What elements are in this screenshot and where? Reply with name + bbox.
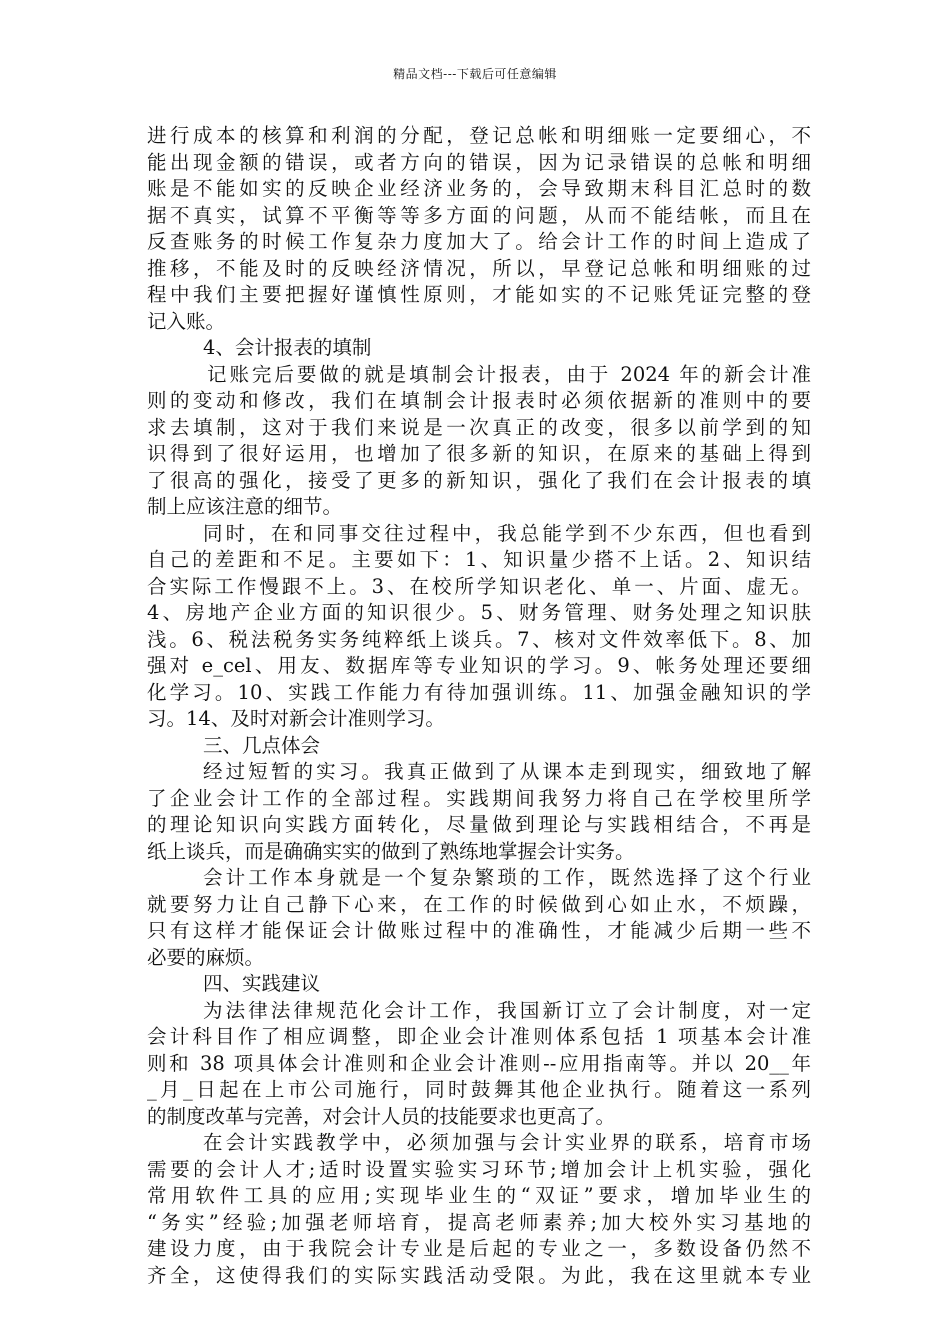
text-line: 齐全，这使得我们的实际实践活动受限。为此，我在这里就本专业	[147, 1263, 811, 1287]
paragraph-first-line: 记账完后要做的就是填制会计报表，由于 2024 年的新会计准	[207, 362, 811, 386]
text-line: 的制度改革与完善，对会计人员的技能要求也更高了。	[147, 1104, 616, 1128]
text-line: 习。14、及时对新会计准则学习。	[147, 707, 445, 730]
section-heading: 三、几点体会	[203, 733, 321, 757]
text-line: 建设力度，由于我院会计专业是后起的专业之一，多数设备仍然不	[147, 1237, 811, 1260]
section-heading: 四、实践建议	[203, 972, 321, 995]
text-line: 浅。6、税法税务实务纯粹纸上谈兵。7、核对文件效率低下。8、加	[147, 627, 811, 651]
text-line: 推移，不能及时的反映经济情况，所以，早登记总帐和明细账的过	[147, 256, 811, 280]
text-line: “务实”经验;加强老师培育，提高老师素养;加大校外实习基地的	[147, 1210, 811, 1234]
text-line: 识得到了很好运用，也增加了很多新的知识，在原来的基础上得到	[147, 442, 811, 465]
paragraph-first-line: 经过短暂的实习。我真正做到了从课本走到现实，细致地了解	[203, 760, 811, 783]
text-line: 自己的差距和不足。主要如下：1、知识量少搭不上话。2、知识结	[147, 548, 811, 571]
text-line: 强对 e_cel、用友、数据库等专业知识的学习。9、帐务处理还要细	[147, 654, 811, 677]
text-line: 化学习。10、实践工作能力有待加强训练。11、加强金融知识的学	[147, 680, 811, 704]
text-line: _月_日起在上市公司施行，同时鼓舞其他企业执行。随着这一系列	[147, 1078, 811, 1101]
text-line: 了企业会计工作的全部过程。实践期间我努力将自己在学校里所学	[147, 786, 811, 810]
text-line: 制上应该注意的细节。	[147, 495, 343, 518]
text-line: 进行成本的核算和利润的分配，登记总帐和明细账一定要细心，不	[147, 124, 811, 147]
paragraph-first-line: 在会计实践教学中，必须加强与会计实业界的联系，培育市场	[203, 1131, 811, 1154]
text-line: 账是不能如实的反映企业经济业务的，会导致期末科目汇总时的数	[147, 177, 811, 200]
text-line: 需要的会计人才;适时设置实验实习环节;增加会计上机实验，强化	[147, 1157, 811, 1181]
text-line: 反查账务的时候工作复杂力度加大了。给会计工作的时间上造成了	[147, 230, 811, 253]
text-line: 则和 38 项具体会计准则和企业会计准则--应用指南等。并以 20__年	[147, 1051, 811, 1075]
text-line: 会计科目作了相应调整，即企业会计准则体系包括 1 项基本会计准	[147, 1025, 811, 1048]
document-body	[147, 123, 811, 1289]
text-line: 了很高的强化，接受了更多的新知识，强化了我们在会计报表的填	[147, 468, 811, 492]
page-header: 精品文档---下载后可任意编辑	[393, 67, 557, 81]
text-line: 求去填制，这对于我们来说是一次真正的改变，很多以前学到的知	[147, 415, 811, 439]
text-line: 则的变动和修改，我们在填制会计报表时必须依据新的准则中的要	[147, 389, 811, 412]
section-heading: 4、会计报表的填制	[203, 336, 372, 359]
text-line: 合实际工作慢跟不上。3、在校所学知识老化、单一、片面、虚无。	[147, 574, 811, 598]
text-line: 就要努力让自己静下心来，在工作的时候做到心如止水，不烦躁，	[147, 892, 811, 916]
paragraph-first-line: 同时，在和同事交往过程中，我总能学到不少东西，但也看到	[203, 521, 811, 545]
text-line: 据不真实，试算不平衡等等多方面的问题，从而不能结帐，而且在	[147, 203, 811, 227]
text-line: 只有这样才能保证会计做账过程中的准确性，才能减少后期一些不	[147, 919, 811, 942]
text-line: 4、房地产企业方面的知识很少。5、财务管理、财务处理之知识肤	[147, 601, 811, 624]
text-line: 程中我们主要把握好谨慎性原则，才能如实的不记账凭证完整的登	[147, 283, 811, 306]
text-line: 的理论知识向实践方面转化，尽量做到理论与实践相结合，不再是	[147, 813, 811, 836]
text-line: 纸上谈兵，而是确确实实的做到了熟练地掌握会计实务。	[147, 839, 635, 863]
paragraph-first-line: 为法律法律规范化会计工作，我国新订立了会计制度，对一定	[203, 998, 811, 1022]
text-line: 能出现金额的错误，或者方向的错误，因为记录错误的总帐和明细	[147, 150, 811, 174]
text-line: 必要的麻烦。	[147, 945, 265, 969]
text-line: 常用软件工具的应用;实现毕业生的“双证”要求，增加毕业生的	[147, 1184, 811, 1207]
paragraph-first-line: 会计工作本身就是一个复杂繁琐的工作，既然选择了这个行业	[203, 866, 811, 889]
text-line: 记入账。	[147, 309, 226, 333]
